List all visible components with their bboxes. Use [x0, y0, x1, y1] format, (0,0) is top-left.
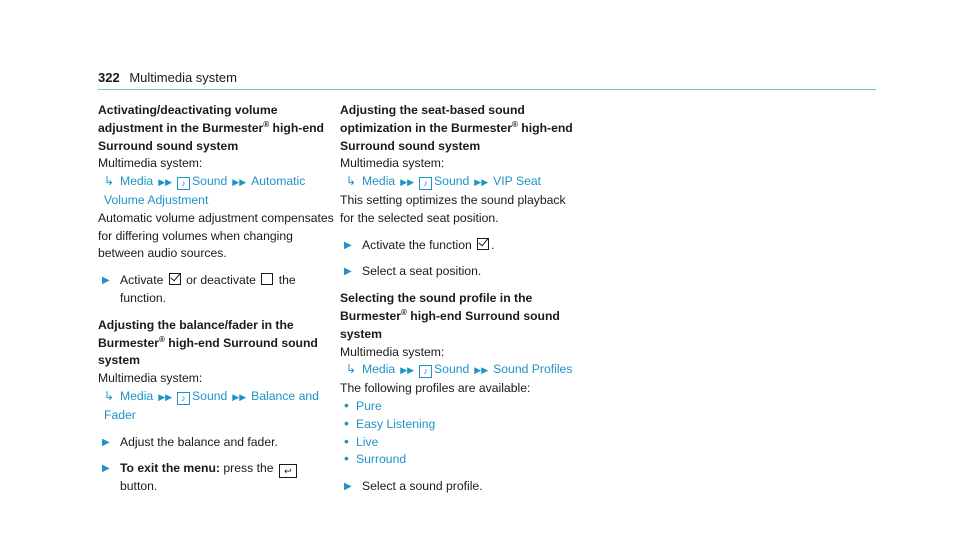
path-media-link[interactable]: Media	[120, 388, 154, 403]
path-media-link[interactable]: Media	[362, 174, 396, 189]
step-select-profile: ▶ Select a sound profile.	[340, 478, 578, 496]
path-sound-link[interactable]: Sound	[192, 388, 228, 403]
path-balance-fader-link[interactable]: Balance and Fader	[104, 388, 319, 422]
profile-easy-listening-link[interactable]: Easy Listening	[356, 416, 436, 431]
bullet-icon: •	[344, 432, 349, 449]
profile-live-link[interactable]: Live	[356, 434, 379, 449]
menu-path-vip	[340, 173, 578, 192]
path-automatic-volume-link[interactable]: Automatic Volume Adjustment	[104, 174, 306, 207]
step-arrow-icon: ▶	[344, 481, 352, 493]
list-item	[340, 434, 578, 452]
path-sound-link[interactable]: Sound	[434, 362, 470, 377]
menu-path-profiles	[340, 361, 578, 380]
back-button-icon: ↩	[279, 464, 297, 478]
header-rule	[98, 89, 876, 90]
list-item	[340, 451, 578, 469]
bullet-icon: •	[344, 450, 349, 467]
multimedia-label: Multimedia system:	[340, 344, 445, 359]
double-chevron-icon: ▶▶	[400, 177, 415, 188]
step-exit-menu: ▶ To exit the menu: press the ↩ button.	[98, 460, 336, 496]
menu-path-volume	[98, 173, 336, 210]
double-chevron-icon: ▶▶	[158, 391, 173, 402]
path-media-link[interactable]: Media	[120, 174, 154, 189]
step-arrow-icon: ▶	[102, 275, 110, 287]
profile-surround-link[interactable]: Surround	[356, 452, 407, 467]
double-chevron-icon: ▶▶	[474, 365, 489, 376]
double-chevron-icon: ▶▶	[232, 177, 247, 188]
list-item	[340, 398, 578, 416]
heading-balance-fader: Adjusting the balance/fader in the Burmester® high-end Surround sound system	[98, 317, 318, 368]
menu-path-balance	[98, 388, 336, 425]
volume-description: Automatic volume adjustment compensates for differing volumes when changing between audio sources.	[98, 210, 334, 261]
seat-description: This setting optimizes the sound playback for the selected seat position.	[340, 192, 566, 225]
checkbox-checked-icon	[169, 273, 181, 285]
page-header	[98, 70, 237, 85]
heading-sound-profile: Selecting the sound profile in the Burmester® high-end Surround sound system	[340, 291, 560, 341]
multimedia-label: Multimedia system:	[340, 156, 445, 171]
step-arrow-icon: ▶	[344, 239, 352, 251]
double-chevron-icon: ▶▶	[232, 391, 247, 402]
heading-seat-optimization: Adjusting the seat-based sound optimization in the Burmester® high-end Surround sound system	[340, 103, 573, 153]
page-number: 322	[98, 70, 120, 85]
column-left	[98, 102, 336, 496]
path-arrow-icon: ↳	[346, 362, 357, 377]
path-vip-seat-link[interactable]: VIP Seat	[493, 174, 542, 189]
step-select-seat: ▶ Select a seat position.	[340, 263, 578, 281]
column-right	[340, 102, 578, 496]
step-arrow-icon: ▶	[102, 463, 110, 475]
multimedia-label: Multimedia system:	[98, 371, 203, 386]
checkbox-checked-icon	[477, 238, 489, 250]
multimedia-label: Multimedia system:	[98, 156, 203, 171]
double-chevron-icon: ▶▶	[158, 177, 173, 188]
double-chevron-icon: ▶▶	[400, 365, 415, 376]
path-arrow-icon: ↳	[346, 174, 357, 189]
path-media-link[interactable]: Media	[362, 362, 396, 377]
path-sound-profiles-link[interactable]: Sound Profiles	[493, 362, 573, 377]
music-note-icon: ♪	[419, 177, 432, 190]
bullet-icon: •	[344, 414, 349, 431]
profile-pure-link[interactable]: Pure	[356, 398, 382, 413]
profile-list	[340, 398, 578, 469]
checkbox-empty-icon	[261, 273, 273, 285]
profiles-intro: The following profiles are available:	[340, 381, 531, 396]
path-arrow-icon: ↳	[104, 174, 115, 189]
heading-volume-adjustment: Activating/deactivating volume adjustment in the Burmester® high-end Surround sound system	[98, 103, 324, 153]
step-arrow-icon: ▶	[344, 266, 352, 278]
music-note-icon: ♪	[419, 365, 432, 378]
bullet-icon: •	[344, 396, 349, 413]
step-activate-seat: ▶ Activate the function .	[340, 237, 578, 255]
path-sound-link[interactable]: Sound	[192, 174, 228, 189]
step-arrow-icon: ▶	[102, 436, 110, 448]
music-note-icon: ♪	[177, 177, 190, 190]
step-activate-volume: ▶ Activate or deactivate the function.	[102, 273, 296, 305]
list-item	[340, 416, 578, 434]
music-note-icon: ♪	[177, 392, 190, 405]
path-sound-link[interactable]: Sound	[434, 174, 470, 189]
path-arrow-icon: ↳	[104, 388, 115, 403]
double-chevron-icon: ▶▶	[474, 177, 489, 188]
section-title: Multimedia system	[129, 70, 237, 85]
step-adjust-balance: ▶ Adjust the balance and fader.	[98, 434, 336, 452]
